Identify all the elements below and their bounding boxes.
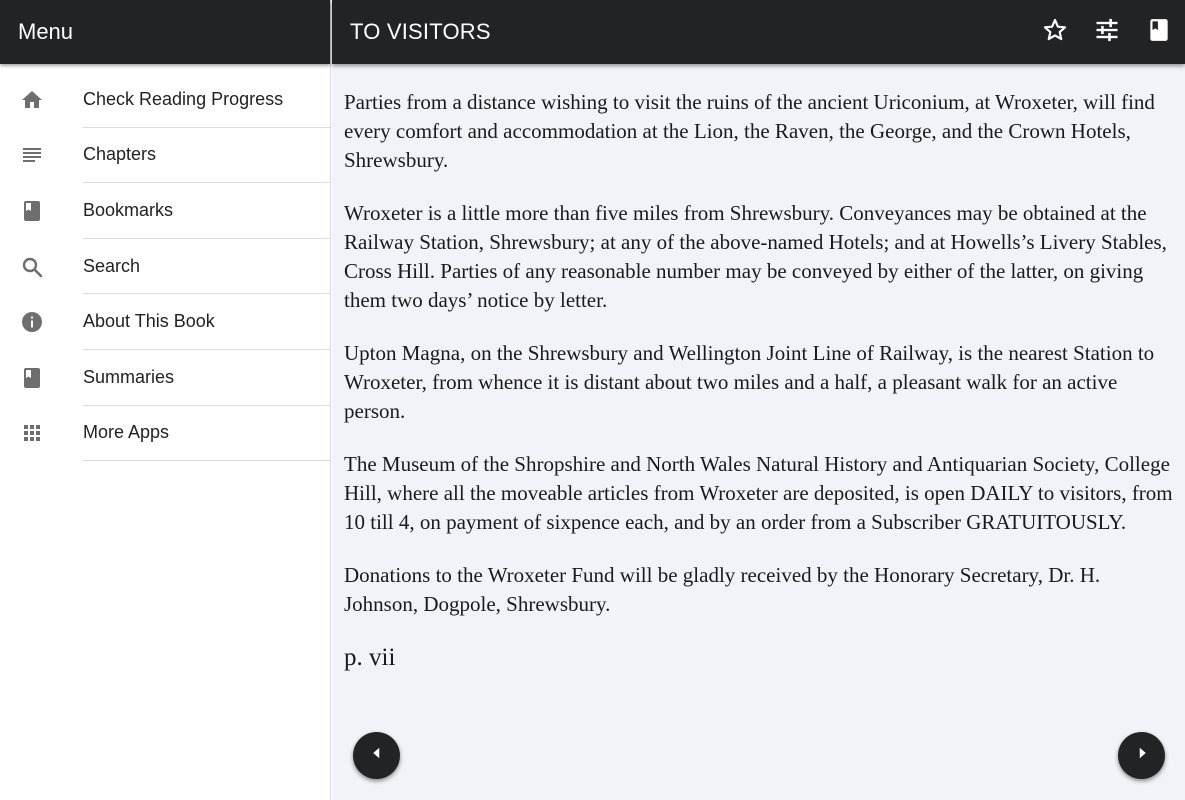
next-page-button[interactable] [1118, 732, 1165, 779]
sidebar-item-chapters[interactable] [0, 128, 330, 184]
sidebar-item-label: About This Book [83, 294, 330, 350]
sidebar [0, 0, 331, 800]
paragraph: Donations to the Wroxeter Fund will be gladly received by the Honorary Secretary, Dr. H. Johnson, Dogpole, Shrewsbury. [344, 563, 1101, 616]
reader-pane [332, 0, 1185, 800]
summary-book-icon [20, 366, 44, 390]
favorite-button[interactable] [1029, 0, 1081, 64]
toolbar-actions [1029, 0, 1185, 64]
sidebar-item-summaries[interactable] [0, 350, 330, 406]
sidebar-item-check-reading-progress[interactable] [0, 72, 330, 128]
sidebar-item-label: More Apps [83, 406, 330, 462]
book-menu-button[interactable] [1133, 0, 1185, 64]
sidebar-item-more-apps[interactable] [0, 406, 330, 462]
chapter-text [344, 88, 1174, 672]
list-icon [20, 143, 44, 167]
sidebar-menu [0, 72, 330, 461]
sidebar-item-label: Search [83, 239, 330, 295]
page-number: p. vii [344, 644, 396, 671]
sidebar-item-bookmarks[interactable] [0, 183, 330, 239]
chevron-right-icon [1133, 744, 1151, 767]
bookmark-book-icon [20, 199, 44, 223]
book-icon [1146, 17, 1172, 48]
home-icon [20, 88, 44, 112]
star-icon [1042, 17, 1068, 48]
sidebar-item-about-this-book[interactable] [0, 294, 330, 350]
paragraph: Upton Magna, on the Shrewsbury and Wellington Joint Line of Railway, is the nearest Station to Wroxeter, from whence it is distant about two miles and a half, a pleasant walk for an active person. [344, 341, 1155, 423]
paragraph: The Museum of the Shropshire and North Wales Natural History and Antiquarian Society, College Hill, where all the moveable articles from Wroxeter are deposited, is open DAILY to visitors, from 10 till 4, on payment of sixpence each, and by an order from a Subscriber GRATUITOUSLY. [344, 452, 1173, 534]
paragraph: Parties from a distance wishing to visit the ruins of the ancient Uriconium, at Wroxeter, will find every comfort and accommodation at the Lion, the Raven, the George, and the Crown Hotels, Shrewsbury. [344, 90, 1155, 172]
sidebar-item-label: Chapters [83, 128, 330, 184]
sidebar-title: Menu [0, 0, 330, 64]
sidebar-item-search[interactable] [0, 239, 330, 295]
sidebar-item-label: Bookmarks [83, 183, 330, 239]
sidebar-item-label: Summaries [83, 350, 330, 406]
apps-grid-icon [20, 421, 44, 445]
info-icon [20, 310, 44, 334]
previous-page-button[interactable] [353, 732, 400, 779]
reader-toolbar [332, 0, 1185, 64]
settings-button[interactable] [1081, 0, 1133, 64]
chevron-left-icon [368, 744, 386, 767]
page-title: TO VISITORS [350, 19, 491, 44]
search-icon [20, 255, 44, 279]
settings-sliders-icon [1093, 16, 1121, 49]
paragraph: Wroxeter is a little more than five miles from Shrewsbury. Conveyances may be obtained at the Railway Station, Shrewsbury; at any of the above-named Hotels; and at Howells’s Livery Stables, Cross Hill. Parties of any reasonable number may be conveyed by either of the latter, on giving them two days’ notice by letter. [344, 201, 1167, 312]
sidebar-item-label: Check Reading Progress [83, 64, 330, 128]
